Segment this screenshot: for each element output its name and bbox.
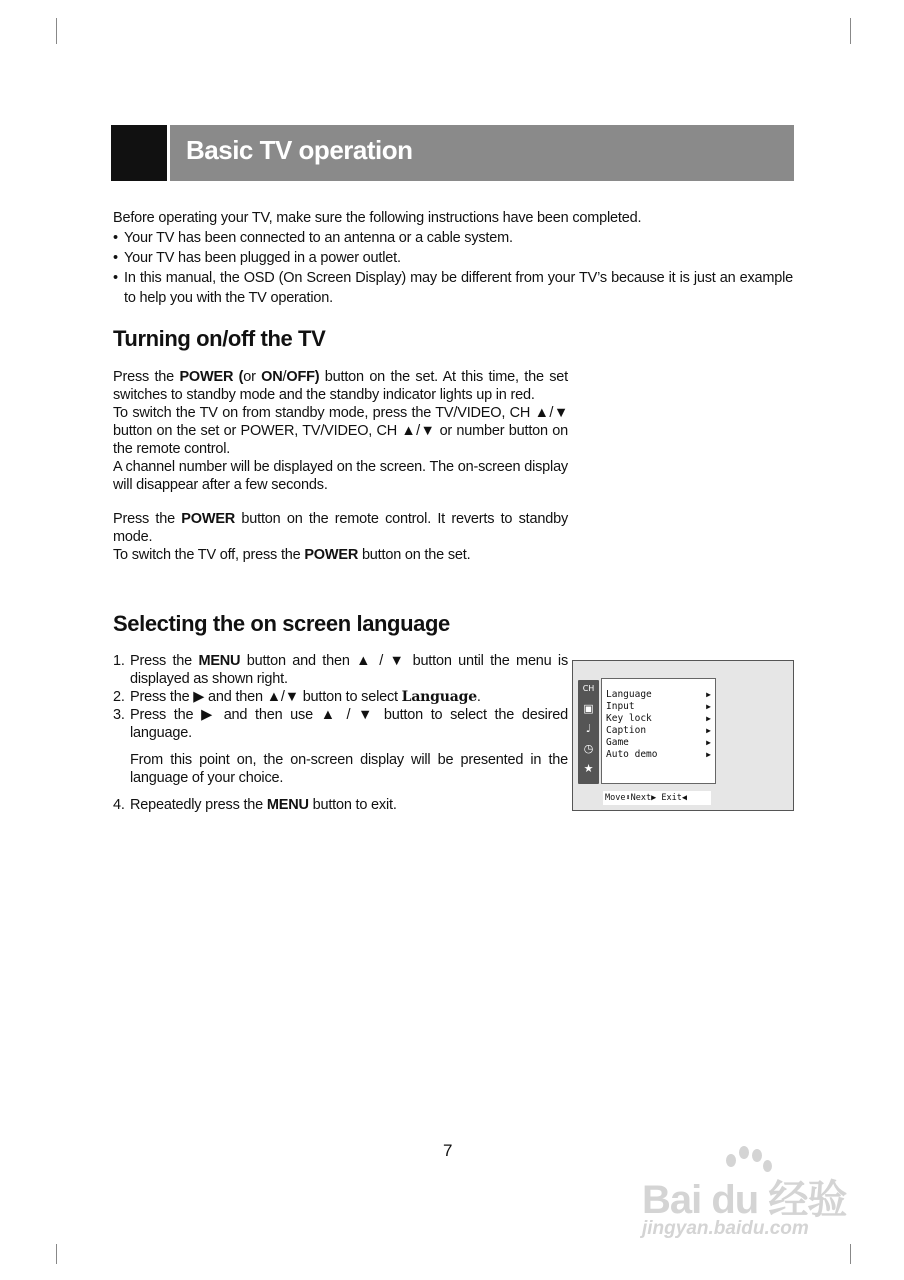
osd-illustration [572,660,794,811]
crop-mark [850,1244,851,1264]
step-item [113,706,568,742]
step-item [113,688,568,706]
osd-menu-item-input [606,701,711,713]
power-keyword: POWER [181,511,236,527]
step-text: Press the ▶ and then use ▲ / ▼ button to select the desired language. [130,707,568,741]
arrow-right-icon: ▶ [706,750,711,759]
up-down-icon: ⬍ [625,793,631,803]
off-keyword: OFF) [286,369,320,385]
bullet-text: In this manual, the OSD (On Screen Display) may be different from your TV’s because it is just an example to help you with the TV operation. [124,270,793,306]
osd-item-label: Game [606,737,629,748]
osd-menu-item-language [606,689,711,701]
clock-icon: ◷ [583,742,594,755]
text: . [476,689,481,705]
text: button on the set. At this time, the set switches to standby mode and the standby indicator lights up in red. [113,369,568,403]
step-text [130,688,568,706]
language-steps [113,652,568,814]
osd-footer-next: Next [630,793,652,803]
step-text [130,652,568,688]
intro-bullet [113,268,793,308]
osd-item-label: Auto demo [606,749,658,760]
arrow-right-icon: ▶ [706,726,711,735]
osd-item-label: Caption [606,725,647,736]
crop-mark [850,18,851,44]
step-item [113,796,568,814]
text: Press the [113,369,180,385]
osd-sidebar [578,680,599,784]
on-keyword: ON [261,369,283,385]
bullet-text: Your TV has been connected to an antenna or a cable system. [124,230,513,246]
intro-bullet [113,248,793,268]
section-title-language: Selecting the on screen language [113,611,450,636]
page-title: Basic TV operation [186,135,413,165]
bullet-dot: • [113,230,118,246]
star-icon: ★ [583,762,594,775]
text: button on the set. [358,547,471,563]
arrow-left-icon: ◀ [681,793,687,803]
text: / [282,369,287,385]
section-title-power: Turning on/off the TV [113,326,326,351]
text: button to exit. [308,797,397,813]
osd-menu-item-auto-demo [606,749,711,761]
step-text [130,796,568,814]
crop-mark [56,1244,57,1264]
power-on-paragraph [113,368,568,494]
text: Press the ▶ and then ▲/▼ button to select [130,689,402,705]
step-number: 3. [113,707,125,723]
osd-item-label: Key lock [606,713,652,724]
arrow-right-icon: ▶ [706,702,711,711]
power-keyword: POWER ( [179,369,244,385]
osd-menu-item-key-lock [606,713,711,725]
step-note: From this point on, the on-screen display will be presented in the language of your choice. [130,752,568,786]
text: or [243,369,262,385]
bullet-dot: • [113,270,118,286]
step-number: 4. [113,797,125,813]
text: button and then ▲ / ▼ button until the menu is displayed as shown right. [130,653,569,687]
osd-menu-item-game [606,737,711,749]
text: A channel number will be displayed on the screen. The on-screen display will disappear after a few seconds. [113,459,568,493]
osd-item-label: Input [606,701,635,712]
power-off-paragraph [113,510,568,564]
intro-bullet [113,228,793,248]
text: button on the remote control. It reverts to standby mode. [113,511,569,545]
watermark-logo: Bai du 经验 [642,1178,847,1222]
bullet-dot: • [113,250,118,266]
osd-menu [601,678,716,784]
header-bar [170,125,794,181]
step-number: 2. [113,689,125,705]
power-keyword: POWER [304,547,359,563]
menu-keyword: MENU [198,653,241,669]
osd-menu-item-caption [606,725,711,737]
crop-mark [56,18,57,44]
step-number: 1. [113,653,125,669]
speaker-icon: ♩ [585,722,592,735]
step-item [113,652,568,688]
channel-icon: CH [582,684,595,693]
arrow-right-icon: ▶ [651,793,657,803]
page-number: 7 [443,1141,453,1160]
language-keyword: Language [401,689,477,705]
intro-lead: Before operating your TV, make sure the following instructions have been completed. [113,210,642,226]
text: To switch the TV off, press the [113,547,305,563]
text: Press the [130,653,199,669]
osd-footer-move: Move [605,793,626,803]
text: Repeatedly press the [130,797,267,813]
text: To switch the TV on from standby mode, press the TV/VIDEO, CH ▲/▼ button on the set or POWER, TV/VIDEO, CH ▲/▼ or number button on the remote control. [113,405,568,457]
header-block [111,125,167,181]
intro [113,208,793,308]
arrow-right-icon: ▶ [706,690,711,699]
arrow-right-icon: ▶ [706,738,711,747]
arrow-right-icon: ▶ [706,714,711,723]
menu-keyword: MENU [266,797,309,813]
tv-picture-icon: ▣ [583,702,594,715]
bullet-text: Your TV has been plugged in a power outlet. [124,250,401,266]
osd-footer [603,791,711,805]
osd-item-label: Language [606,689,652,700]
text: Press the [113,511,182,527]
watermark-url: jingyan.baidu.com [642,1218,809,1239]
osd-footer-exit: Exit [661,793,682,803]
